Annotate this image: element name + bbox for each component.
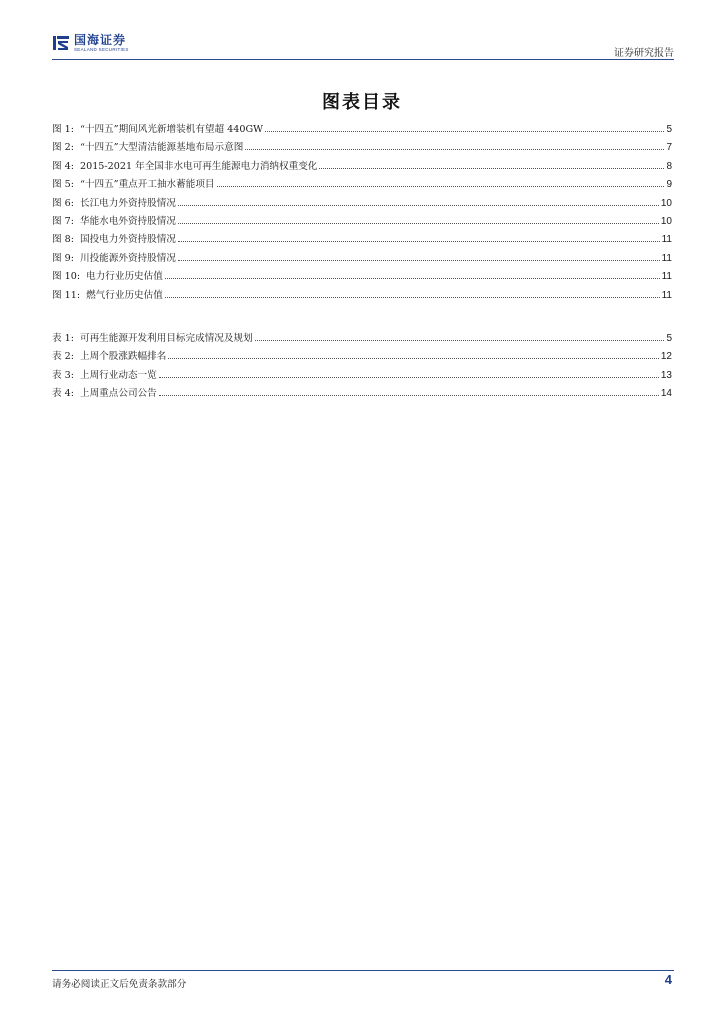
toc-dot-leader [217,186,665,187]
toc-dot-leader [165,297,660,298]
toc-dot-leader [319,168,664,169]
page-title: 图表目录 [322,92,402,113]
toc-entry-number: 图 10: [52,271,81,283]
toc-entry[interactable] [52,121,672,139]
toc-entry-label: “十四五”重点开工抽水蓄能项目 [79,179,215,191]
toc-dot-leader [255,340,665,341]
toc-entry-page: 8 [666,160,672,172]
toc-entry[interactable] [52,287,672,305]
logo-text-cn: 国海证券 [74,33,127,47]
toc-entry-page: 12 [660,351,672,363]
toc-entry-page: 10 [660,197,672,209]
toc-entry[interactable] [52,195,672,213]
toc-entry[interactable] [52,367,672,385]
toc-entry[interactable] [52,250,672,268]
toc-entry-label: 上周个股涨跌幅排名 [79,351,167,363]
toc-dot-leader [245,149,664,150]
toc-entry-number: 图 2: [52,142,74,154]
footer-divider [52,970,674,971]
toc-entry-page: 11 [661,271,672,283]
toc-entry-label: 电力行业历史估值 [86,271,163,283]
company-logo [52,34,129,53]
toc-entry-number: 图 11: [52,289,81,301]
toc-entry-number: 表 2: [52,351,74,363]
sealand-logo-icon [52,34,70,52]
toc-dot-leader [178,223,659,224]
toc-entry-page: 5 [666,124,672,135]
toc-entry-number: 图 9: [52,252,74,264]
toc-dot-leader [178,260,660,261]
toc-entry-number: 图 6: [52,197,74,209]
toc-dot-leader [159,377,659,378]
toc-entry-label: 长江电力外资持股情况 [79,197,176,209]
toc-dot-leader [168,358,659,359]
toc-entry-number: 图 5: [52,179,74,191]
toc-entry-page: 11 [661,252,672,264]
toc-entry[interactable] [52,268,672,286]
toc-entry-label: 上周行业动态一览 [79,369,157,381]
toc-entry-number: 图 4: [52,160,74,172]
toc-entry-label: 国投电力外资持股情况 [79,234,176,246]
toc-entry-number: 图 7: [52,215,74,227]
toc-entry-page: 11 [661,234,672,246]
toc-entry-label: 川投能源外资持股情况 [79,252,176,264]
page-header [52,34,674,60]
toc-entry-number: 表 3: [52,369,74,381]
toc-entry-page: 14 [660,388,672,400]
figures-list [52,121,672,305]
toc-entry-number: 表 4: [52,388,74,400]
toc-entry[interactable] [52,348,672,366]
toc-entry-page: 9 [666,179,672,191]
toc-entry-number: 图 1: [52,124,74,135]
toc-entry-page: 5 [666,333,672,344]
tables-list [52,330,672,404]
toc-entry[interactable] [52,213,672,231]
toc-entry-page: 11 [661,289,672,301]
toc-entry-label: 华能水电外资持股情况 [79,215,176,227]
footer-disclaimer: 请务必阅读正文后免责条款部分 [52,979,187,990]
toc-dot-leader [178,241,660,242]
toc-entry[interactable] [52,176,672,194]
toc-entry-page: 7 [666,142,672,154]
toc-entry-page: 10 [660,215,672,227]
toc-dot-leader [265,131,664,132]
logo-text-en: SEALAND SECURITIES [74,47,129,52]
report-type-label: 证券研究报告 [614,48,674,59]
toc-entry-number: 表 1: [52,333,74,344]
page-number: 4 [664,972,672,987]
toc-entry-label: 2015-2021 年全国非水电可再生能源电力消纳权重变化 [79,160,318,172]
toc-entry[interactable] [52,139,672,157]
toc-entry[interactable] [52,231,672,249]
toc-entry-number: 图 8: [52,234,74,246]
toc-entry[interactable] [52,385,672,403]
toc-entry[interactable] [52,330,672,348]
toc-entry-page: 13 [660,369,672,381]
header-divider [52,59,674,60]
toc-entry-label: “十四五”大型清洁能源基地布局示意图 [79,142,244,154]
toc-entry-label: “十四五”期间风光新增装机有望超 440GW [79,124,263,135]
toc-entry-label: 可再生能源开发利用目标完成情况及规划 [79,333,253,344]
toc-entry-label: 燃气行业历史估值 [86,289,163,301]
toc-entry[interactable] [52,158,672,176]
toc-entry-label: 上周重点公司公告 [79,388,157,400]
toc-dot-leader [178,205,659,206]
toc-dot-leader [165,278,660,279]
toc-dot-leader [159,395,659,396]
